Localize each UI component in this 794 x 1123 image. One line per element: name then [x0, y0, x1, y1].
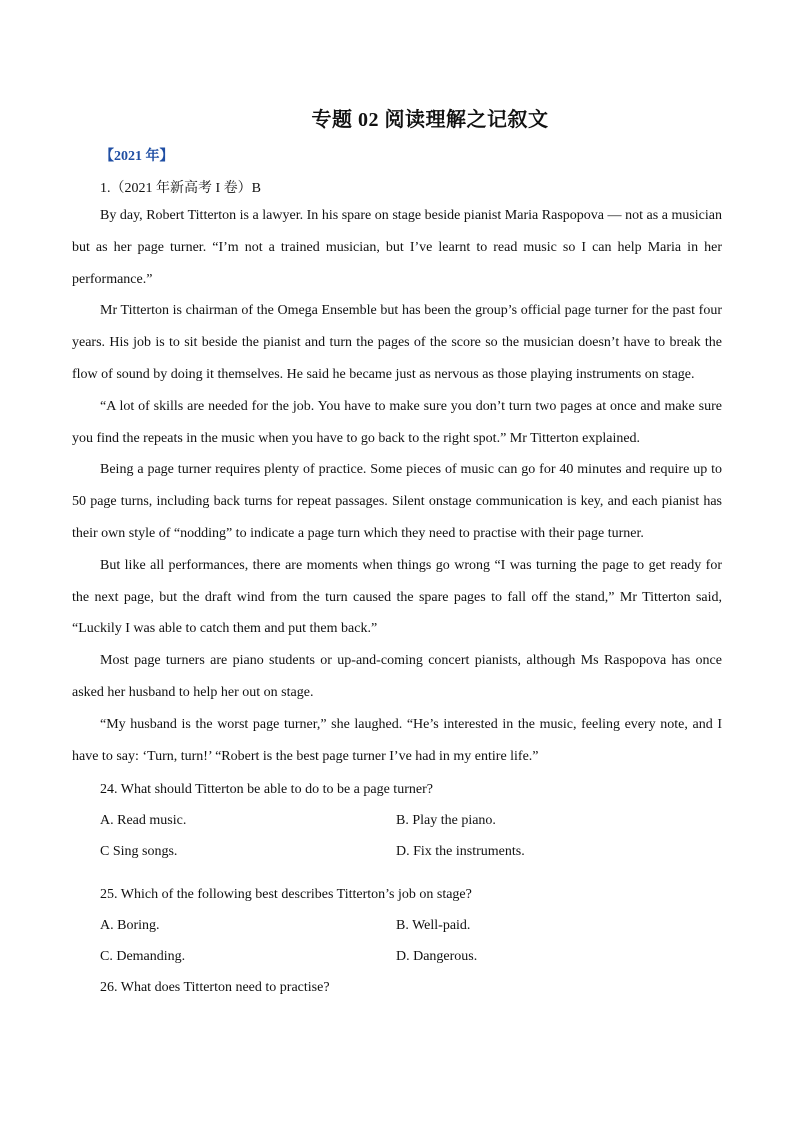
question-26: [100, 972, 720, 1003]
option-d: D. Dangerous.: [396, 949, 478, 964]
question-25: [100, 879, 720, 972]
question-text: 25. Which of the following best describes Titterton’s job on stage?: [100, 887, 472, 902]
page-title: 专题 02 阅读理解之记叙文: [311, 109, 549, 131]
option-d: D. Fix the instruments.: [396, 844, 525, 859]
option-a: A. Boring.: [100, 918, 160, 933]
options: [100, 805, 720, 867]
passage-paragraph: “My husband is the worst page turner,” she laughed. “He’s interested in the music, feeling every note, and I have to say: ‘Turn, turn!’ “Robert is the best page turner I’ve had in my entire life.”: [72, 716, 722, 764]
options: [100, 910, 720, 972]
option-c: C Sing songs.: [100, 844, 178, 859]
passage-paragraph: “A lot of skills are needed for the job. You have to make sure you don’t turn two pages at once and make sure you find the repeats in the music when you have to go back to the right spot.” Mr Titterton explained.: [72, 398, 722, 446]
passage: [72, 200, 722, 772]
question-text: 26. What does Titterton need to practise?: [100, 980, 330, 995]
question-24: [100, 774, 720, 867]
passage-paragraph: By day, Robert Titterton is a lawyer. In his spare on stage beside pianist Maria Raspopova — not as a musician but as her page turner. “I’m not a trained musician, but I’ve learnt to read music so I can help Maria in her performance.”: [72, 208, 722, 287]
passage-paragraph: Mr Titterton is chairman of the Omega Ensemble but has been the group’s official page turner for the past four years. His job is to sit beside the pianist and turn the pages of the score so the musician doesn’t have to break the flow of sound by doing it themselves. He said he became just as nervous as those playing instruments on stage.: [72, 303, 722, 382]
option-c: C. Demanding.: [100, 949, 186, 964]
passage-paragraph: Being a page turner requires plenty of practice. Some pieces of music can go for 40 minutes and require up to 50 page turns, including back turns for repeat passages. Silent onstage communication is key, and each pianist has their own style of “nodding” to indicate a page turn which they need to practise with their page turner.: [72, 462, 722, 541]
option-a: A. Read music.: [100, 813, 187, 828]
option-b: B. Well-paid.: [396, 918, 471, 933]
question-text: 24. What should Titterton be able to do to be a page turner?: [100, 782, 433, 797]
questions: [100, 774, 720, 1003]
question-heading: 1.（2021 年新高考 I 卷）B: [100, 181, 261, 196]
year-tag: 【2021 年】: [100, 149, 174, 164]
passage-paragraph: But like all performances, there are moments when things go wrong “I was turning the page to get ready for the next page, but the draft wind from the turn caused the spare pages to fall off the stand,” Mr Titterton said, “Luckily I was able to catch them and put them back.”: [72, 557, 722, 637]
passage-paragraph: Most page turners are piano students or up-and-coming concert pianists, although Ms Raspopova has once asked her husband to help her out on stage.: [72, 653, 722, 700]
option-b: B. Play the piano.: [396, 813, 496, 828]
